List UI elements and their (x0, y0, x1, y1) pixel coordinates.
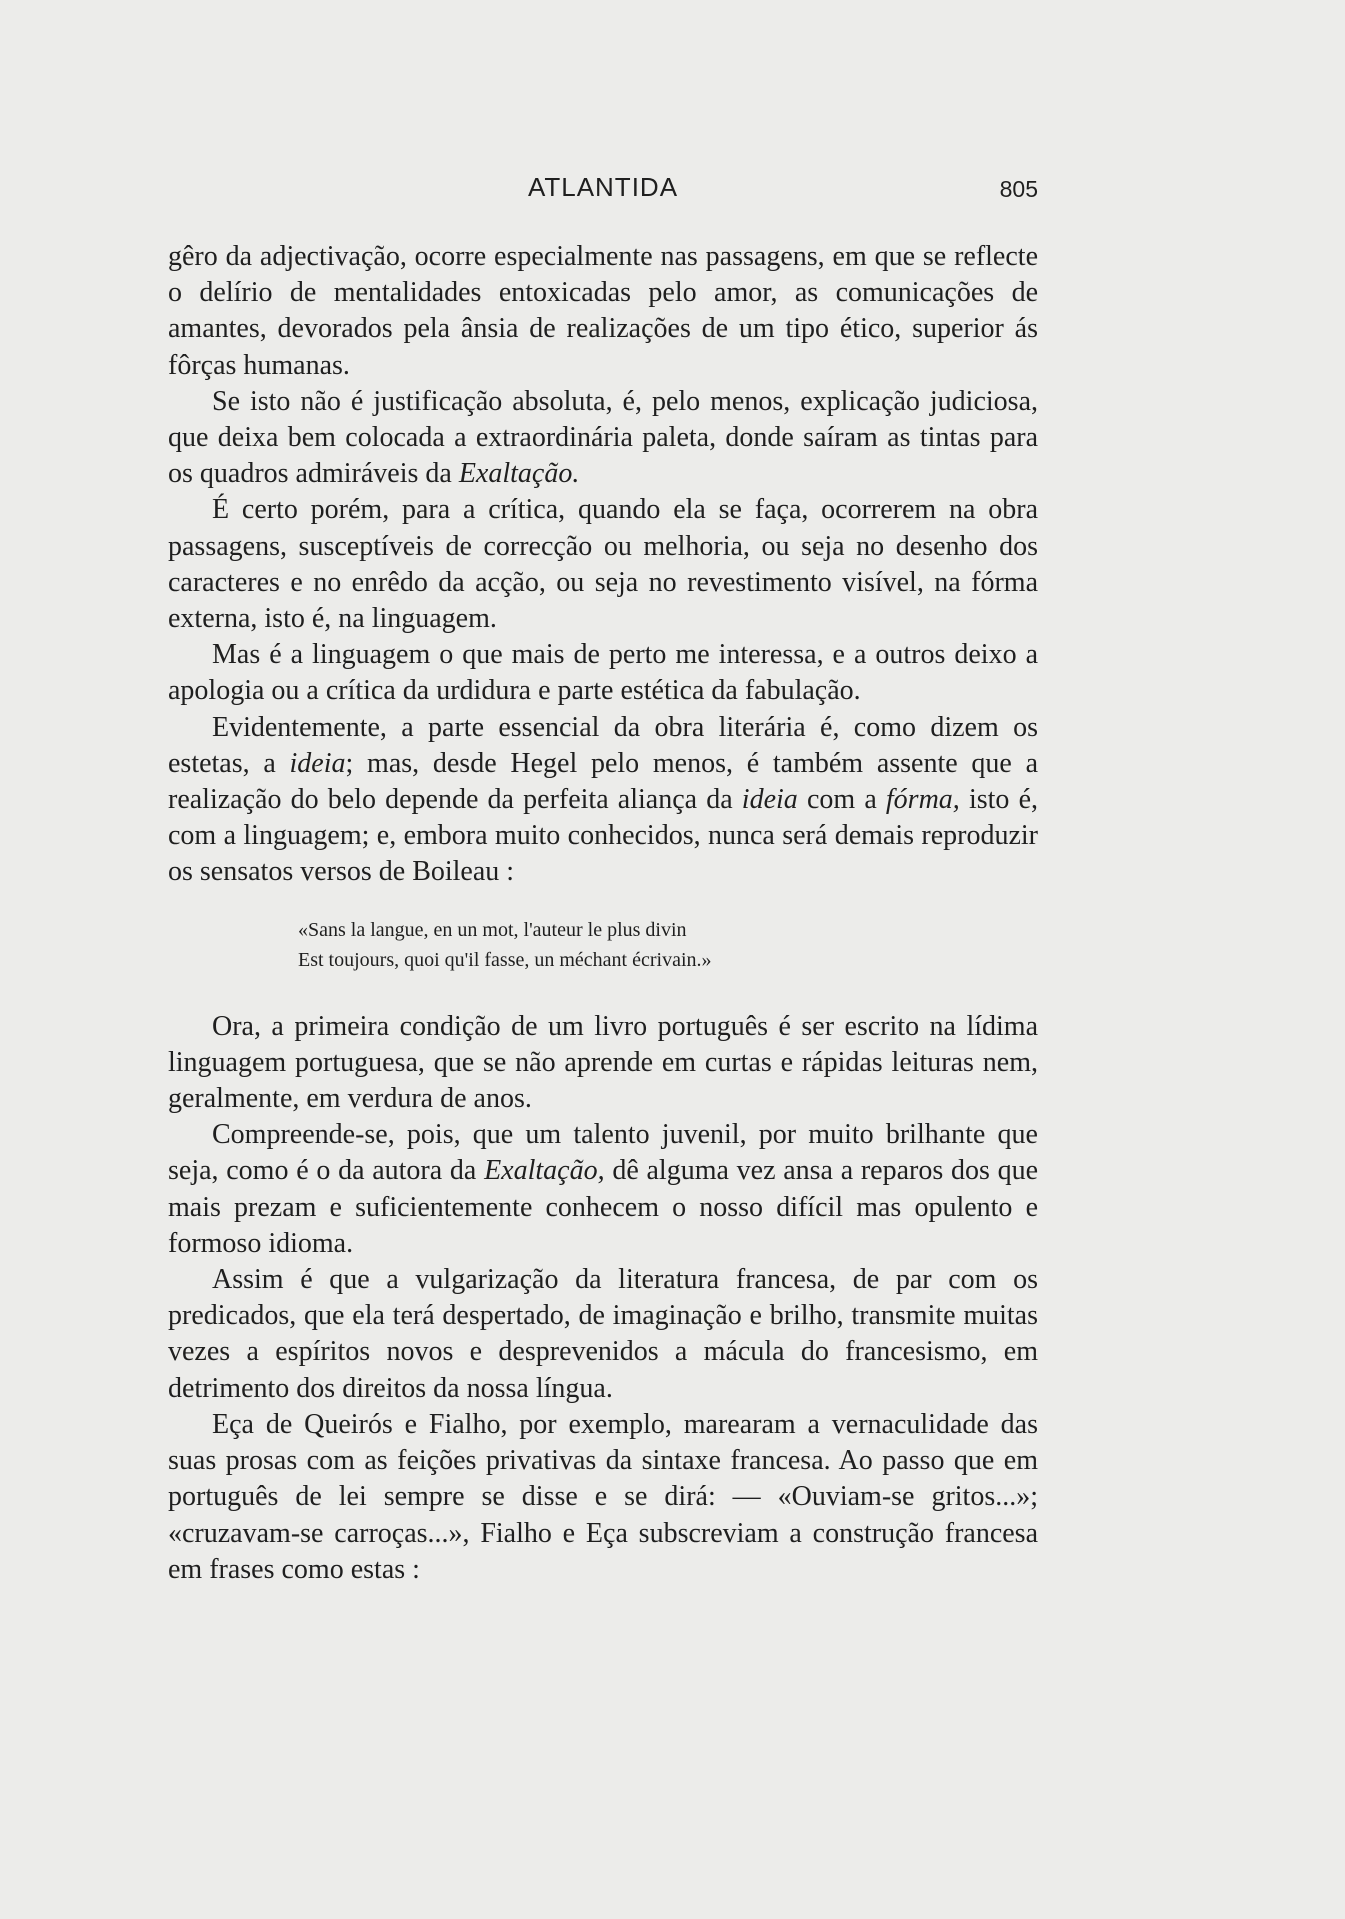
italic-term: fórma, (885, 784, 960, 816)
paragraph-7-text: Compreende-se, pois, que um talento juvenil, por muito brilhante que seja, como é o da autora da (168, 1119, 1038, 1187)
paragraph-1-text: gêro da adjectivação, ocorre especialmente nas passagens, em que se reflecte o delírio de mentalidades entoxicadas pelo amor, as comunicações de amantes, devorados pela ânsia de realizações de um tipo ético, superior ás fôrças humanas. (168, 241, 1038, 381)
paragraph-4-text: Mas é a linguagem o que mais de perto me interessa, e a outros deixo a apologia ou a crítica da urdidura e parte estética da fabulação. (168, 639, 1038, 707)
paragraph-4 (168, 637, 1038, 709)
paragraph-1 (168, 239, 1038, 384)
paragraph-5-text: ; mas, desde Hegel pelo menos, é também assente que a realização do belo depende da perfeita aliança da (168, 747, 1038, 816)
page-number: 805 (999, 176, 1038, 202)
quote-line: «Sans la langue, en un mot, l'auteur le plus divin (298, 918, 687, 941)
paragraph-2 (168, 384, 1038, 493)
block-quote (298, 915, 1038, 975)
paragraph-8 (168, 1262, 1038, 1407)
italic-title: Exaltação, (484, 1155, 605, 1187)
italic-title: Exaltação. (458, 458, 580, 490)
paragraph-8-text: Assim é que a vulgarização da literatura francesa, de par com os predicados, que ela terá despertado, de imaginação e brilho, transmite muitas vezes a espíritos novos e desprevenidos a mácula do francesismo, em detrimento dos direitos da nossa língua. (168, 1264, 1038, 1404)
paragraph-6 (168, 1009, 1038, 1118)
paragraph-7-text: dê alguma vez ansa a reparos dos que mais prezam e suficientemente conhecem o nosso difícil mas opulento e formoso idioma. (168, 1155, 1039, 1259)
paragraph-5-text: Evidentemente, a parte essencial da obra literária é, como dizem os estetas, a (168, 711, 1038, 779)
paragraph-3 (168, 492, 1038, 637)
italic-term: ideia (289, 747, 346, 779)
paragraph-7 (168, 1117, 1038, 1262)
quote-line: Est toujours, quoi qu'il fasse, un méchant écrivain.» (298, 948, 712, 971)
paragraph-9-text: Eça de Queirós e Fialho, por exemplo, marearam a vernaculidade das suas prosas com as feições privativas da sintaxe francesa. Ao passo que em português de lei sempre se disse e se dirá: — «Ouviam-se gritos...»; «cruzavam-se carroças...», Fialho e Eça subscreviam a construção francesa em frases como estas : (168, 1408, 1038, 1585)
running-title: ATLANTIDA (527, 172, 679, 202)
paragraph-3-text: É certo porém, para a crítica, quando ela se faça, ocorrerem na obra passagens, susceptíveis de correcção ou melhoria, ou seja no desenho dos caracteres e no enrêdo da acção, ou seja no revestimento visível, na fórma externa, isto é, na linguagem. (168, 494, 1038, 635)
paragraph-2-text: Se isto não é justificação absoluta, é, pelo menos, explicação judiciosa, que deixa bem colocada a extraordinária paleta, donde saíram as tintas para os quadros admiráveis da (168, 385, 1038, 490)
paragraph-5 (168, 710, 1038, 891)
paragraph-6-text: Ora, a primeira condição de um livro português é ser escrito na lídima linguagem portuguesa, que se não aprende em curtas e rápidas leituras nem, geralmente, em verdura de anos. (168, 1010, 1038, 1115)
italic-term: ideia (741, 784, 798, 816)
running-header (168, 172, 1038, 208)
paragraph-5-text: com a (806, 784, 877, 816)
paragraph-9 (168, 1407, 1038, 1588)
body-text (168, 239, 1038, 1588)
paragraph-5-text: isto é, com a linguagem; e, embora muito conhecidos, nunca será demais reproduzir os sensatos versos de Boileau : (168, 784, 1039, 888)
